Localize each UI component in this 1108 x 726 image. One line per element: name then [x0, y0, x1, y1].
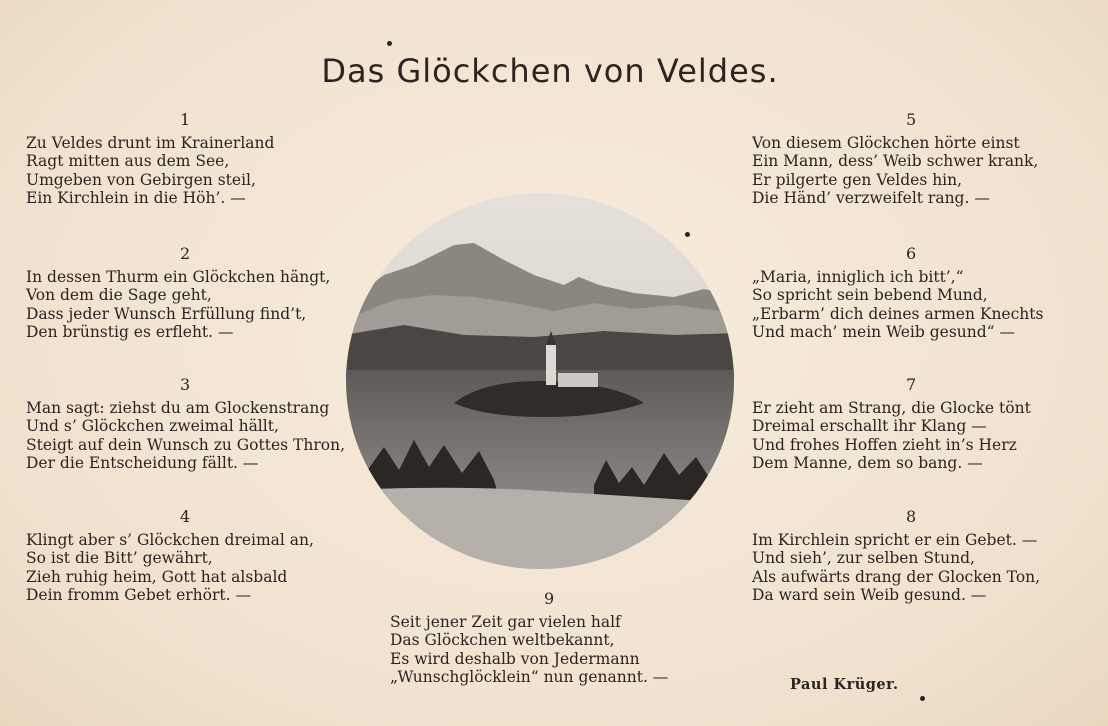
stanza-number: 1 [180, 110, 191, 129]
stanza-line: Von dem die Sage geht, [26, 286, 212, 304]
stanza-line: Steigt auf dein Wunsch zu Gottes Thron, [26, 435, 345, 454]
stanza-8 [752, 508, 1040, 605]
stanza-line: Ragt mitten aus dem See, [26, 152, 230, 170]
stanza-number: 6 [906, 244, 917, 263]
stanza-line: Und frohes Hoffen zieht in’s Herz [752, 435, 1017, 454]
stanza-line: Den brünstig es erfleht. — [26, 323, 234, 341]
stanza-number: 2 [180, 244, 191, 263]
stanza-7 [752, 376, 1031, 473]
stanza-line: Dass jeder Wunsch Erfüllung find’t, [26, 304, 307, 323]
stanza-line: So spricht sein bebend Mund, [752, 286, 988, 304]
ink-dot [387, 41, 392, 46]
stanza-line: Der die Entscheidung fällt. — [26, 454, 259, 472]
stanza-line: Man sagt: ziehst du am Glockenstrang [26, 398, 330, 417]
stanza-line: „Erbarm’ dich deines armen Knechts [752, 304, 1044, 323]
stanza-line: „Wunschglöcklein“ nun genannt. — [390, 668, 669, 686]
stanza-line: Dreimal erschallt ihr Klang — [752, 417, 987, 435]
stanza-line: Von diesem Glöckchen hörte einst [752, 133, 1020, 152]
stanza-1 [26, 111, 274, 208]
stanza-line: Das Glöckchen weltbekannt, [390, 631, 615, 649]
stanza-6 [752, 245, 1043, 342]
stanza-line: Ein Kirchlein in die Höh’. — [26, 189, 246, 207]
stanza-line: „Maria, inniglich ich bitt’,“ [752, 267, 964, 286]
stanza-line: Klingt aber s’ Glöckchen dreimal an, [26, 530, 314, 549]
stanza-line: Und sieh’, zur selben Stund, [752, 549, 975, 567]
stanza-number: 4 [180, 507, 191, 526]
stanza-line: Umgeben von Gebirgen steil, [26, 170, 256, 189]
page-title: Das Glöckchen von Veldes. [321, 52, 779, 90]
lake-bled-photo [344, 185, 736, 577]
stanza-line: So ist die Bitt’ gewährt, [26, 549, 213, 567]
stanza-line: In dessen Thurm ein Glöckchen hängt, [26, 267, 331, 286]
author-signature: Paul Krüger. [790, 676, 899, 693]
stanza-line: Und mach’ mein Weib gesund“ — [752, 323, 1016, 341]
stanza-line: Es wird deshalb von Jedermann [390, 649, 640, 668]
stanza-2 [26, 245, 330, 342]
stanza-line: Und s’ Glöckchen zweimal hällt, [26, 417, 279, 435]
stanza-number: 3 [180, 375, 191, 394]
stanza-number: 8 [906, 507, 917, 526]
stanza-line: Dein fromm Gebet erhört. — [26, 586, 251, 604]
stanza-9 [390, 590, 668, 687]
stanza-number: 9 [544, 589, 555, 608]
stanza-line: Im Kirchlein spricht er ein Gebet. — [752, 530, 1038, 549]
stanza-line: Er zieht am Strang, die Glocke tönt [752, 398, 1031, 417]
stanza-5 [752, 111, 1038, 208]
stanza-line: Zieh ruhig heim, Gott hat alsbald [26, 567, 288, 586]
stanza-line: Dem Manne, dem so bang. — [752, 454, 983, 472]
stanza-line: Ein Mann, dess’ Weib schwer krank, [752, 152, 1039, 170]
stanza-line: Da ward sein Weib gesund. — [752, 586, 987, 604]
stanza-line: Die Händ’ verzweifelt rang. — [752, 189, 990, 207]
stanza-4 [26, 508, 314, 605]
stanza-number: 7 [906, 375, 917, 394]
stanza-line: Als aufwärts drang der Glocken Ton, [752, 567, 1041, 586]
stanza-line: Er pilgerte gen Veldes hin, [752, 170, 963, 189]
ink-dot [685, 232, 690, 237]
ink-dot [920, 696, 925, 701]
stanza-3 [26, 376, 345, 473]
stanza-line: Zu Veldes drunt im Krainerland [26, 133, 275, 152]
stanza-line: Seit jener Zeit gar vielen half [390, 612, 621, 631]
stanza-number: 5 [906, 110, 917, 129]
